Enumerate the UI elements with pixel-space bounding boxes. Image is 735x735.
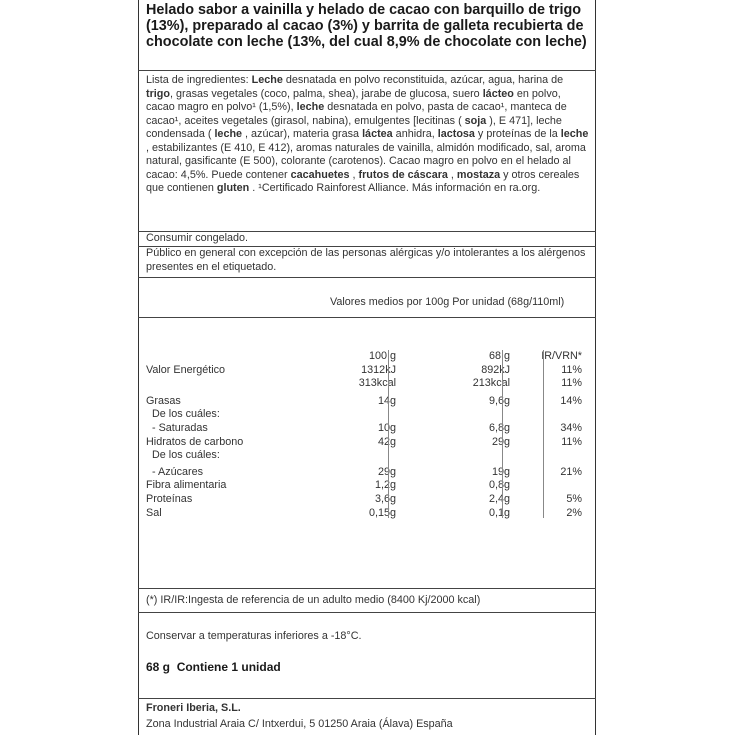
col-perunit-header: 68 g	[488, 350, 510, 362]
ingredient-text: en polvo, cacao magro en polvo¹ (1,5%),	[146, 87, 561, 113]
divider	[138, 277, 596, 278]
divider	[138, 698, 596, 699]
divider	[138, 70, 596, 71]
table-row: Valor Energético 1312kJ 892kJ 11%	[146, 363, 582, 376]
audience-note: Público en general con excepción de las personas alérgicas y/o intolerantes a los alérgenos presentes en el etiquetado.	[146, 247, 586, 273]
storage-note: Consumir congelado.	[146, 232, 249, 244]
nutrition-header-row	[146, 350, 592, 364]
allergen-highlight: láctea	[362, 128, 393, 140]
allergen-highlight: soja	[464, 114, 487, 127]
conservation-note: Conservar a temperaturas inferiores a -18°C.	[146, 630, 362, 642]
table-row: De los cuáles:	[152, 408, 220, 421]
col-per100-header: 100 g	[368, 350, 396, 362]
allergen-highlight: lácteo	[482, 87, 514, 100]
allergen-highlight: gluten	[216, 182, 250, 194]
allergen-highlight: lactosa	[437, 128, 475, 140]
ingredient-text: desnatada en polvo, pasta de cacao¹, manteca de cacao¹, aceites vegetales (girasol, nabina), emulgentes [lecitinas (	[146, 101, 567, 127]
column-divider	[543, 350, 544, 518]
col-ri-header: IR/VRN*	[541, 350, 582, 362]
ingredient-text: ,	[447, 168, 457, 181]
table-row: Fibra alimentaria 1,2g 0,8g	[146, 479, 510, 492]
table-row: 313kcal 213kcal 11%	[358, 377, 582, 390]
weight-value: 68 g	[146, 660, 171, 674]
divider	[138, 317, 596, 318]
ingredients-list	[146, 74, 592, 196]
ingredient-text: y proteínas de la	[474, 128, 561, 140]
divider	[138, 612, 596, 613]
table-row: - Saturadas 10g 6,8g 34%	[152, 421, 582, 434]
table-row: De los cuáles:	[152, 449, 220, 462]
allergen-highlight: leche	[560, 128, 589, 140]
ingredient-text: y otros cereales que contienen	[146, 168, 580, 194]
table-row: Proteínas 3,6g 2,4g 5%	[146, 492, 582, 505]
allergen-highlight: frutos de cáscara	[358, 168, 448, 181]
allergen-highlight: leche	[296, 101, 325, 113]
content-count: Contiene 1 unidad	[176, 660, 281, 674]
allergen-highlight: Leche	[251, 74, 283, 86]
net-weight	[146, 660, 281, 674]
column-divider	[388, 350, 389, 518]
table-row: Hidratos de carbono 42g 29g 11%	[146, 435, 582, 448]
allergen-highlight: mostaza	[456, 168, 501, 181]
ingredient-text: , estabilizantes (E 410, E 412), aromas naturales de vainilla, almidón modificado, sal, aroma natural, gasificante (E 500), colorante (carotenos). Cacao magro en polvo en el helado al cacao: 4,5%. Puede contener	[146, 141, 586, 181]
nutrition-heading: Valores medios por 100g Por unidad (68g/110ml)	[330, 296, 565, 308]
column-divider	[502, 350, 503, 518]
ingredient-text: ,	[349, 168, 359, 181]
table-row: Sal 0,15g 0,1g 2%	[146, 506, 582, 519]
ingredient-text: , azúcar), materia grasa	[242, 128, 363, 140]
ingredient-text: ), E 471], leche condensada (	[146, 114, 562, 140]
divider	[138, 588, 596, 589]
ingredient-text: desnatada en polvo reconstituida, azúcar, agua, harina de	[282, 74, 564, 86]
table-row: Grasas 14g 9,6g 14%	[146, 394, 582, 407]
allergen-highlight: trigo	[146, 87, 170, 100]
ingredients-label: Lista de ingredientes:	[146, 74, 249, 86]
company-address: Zona Industrial Araia C/ Intxerdui, 5 01250 Araia (Álava) España	[146, 718, 453, 730]
company-name: Froneri Iberia, S.L.	[146, 702, 241, 714]
product-title: Helado sabor a vainilla y helado de cacao con barquillo de trigo (13%), preparado al cacao (3%) y barrita de galleta recubierta de chocolate con leche (13%, del cual 8,9% de chocolate con leche)	[146, 2, 587, 50]
ingredients-text	[146, 74, 588, 194]
ingredient-text: . ¹Certificado Rainforest Alliance. Más información en ra.org.	[249, 182, 541, 194]
ingredient-text: anhidra,	[392, 128, 438, 140]
allergen-highlight: leche	[214, 128, 243, 140]
ri-footnote: (*) IR/IR:Ingesta de referencia de un adulto medio (8400 Kj/2000 kcal)	[146, 594, 481, 606]
ingredient-text: , grasas vegetales (coco, palma, shea), jarabe de glucosa, suero	[170, 87, 483, 100]
allergen-highlight: cacahuetes	[290, 168, 350, 181]
table-row: - Azúcares 29g 19g 21%	[152, 465, 582, 478]
nutrition-table	[146, 350, 592, 520]
